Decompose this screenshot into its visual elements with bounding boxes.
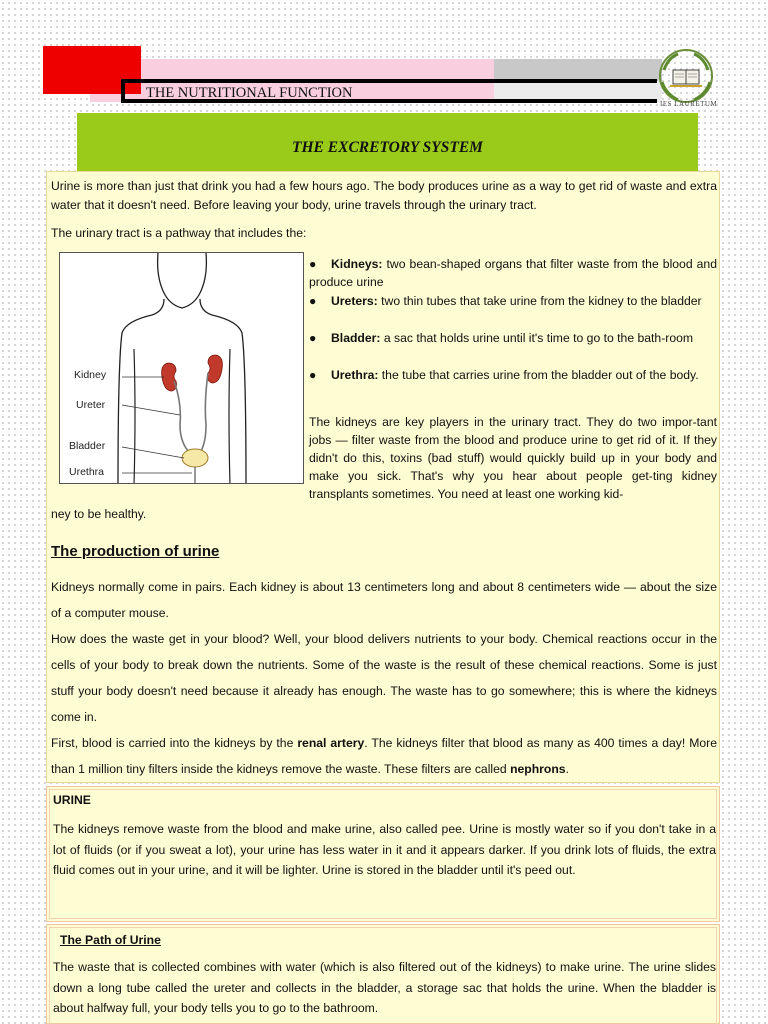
nephrons-term: nephrons <box>510 762 566 776</box>
bullet-dot-icon: ● <box>309 331 317 345</box>
section-title: THE EXCRETORY SYSTEM <box>292 139 483 156</box>
bullet-term: Urethra: <box>331 368 379 382</box>
school-logo-text: IES LAURETUM <box>660 100 718 108</box>
bullet-ureters <box>309 292 717 310</box>
urinary-tract-intro: The urinary tract is a pathway that includes the: <box>51 226 307 240</box>
production-paragraph-2: How does the waste get in your blood? Well, your blood delivers nutrients to your body. Chemical reactions occur in the cells of your body to break down the nutrients. Some of the waste is the result of these chemical reactions. Some is just stuff your body doesn't need because it already has enough. The waste has to go somewhere; this is where the kidneys come in. <box>51 632 717 724</box>
bullet-text: two bean-shaped organs that filter waste from the blood and produce urine <box>309 257 717 289</box>
header-grey-band <box>494 59 662 81</box>
bullet-term: Ureters: <box>331 294 378 308</box>
text-span: First, blood is carried into the kidneys by the <box>51 736 298 750</box>
text-span: . <box>565 762 569 776</box>
figure-label-urethra: Urethra <box>69 466 105 478</box>
key-players-continued: ney to be healthy. <box>51 507 147 521</box>
bullet-text: two thin tubes that take urine from the kidney to the bladder <box>377 294 702 308</box>
bullet-dot-icon: ● <box>309 294 317 308</box>
figure-label-ureter: Ureter <box>76 399 106 411</box>
text-span: . The kidneys filter that blood as many as 400 times a day! More than 1 million tiny filters inside the kidneys remove the waste. These filters are called <box>51 736 717 776</box>
bullet-dot-icon: ● <box>309 368 317 382</box>
urinary-tract-diagram <box>59 252 304 484</box>
renal-artery-term: renal artery <box>297 736 365 750</box>
urine-paragraph: The kidneys remove waste from the blood and make urine, also called pee. Urine is mostly water so if you don't take in a lot of fluids (or if you sweat a lot), your urine has less water in it and it appears darker. If you drink lots of fluids, the extra fluid comes out in your urine, and it will be lighter. Urine is stored in the bladder until it's peed out. <box>53 822 716 877</box>
bullet-dot-icon: ● <box>309 257 317 271</box>
bullet-kidneys <box>309 255 717 291</box>
bullet-text: the tube that carries urine from the bladder out of the body. <box>378 368 699 382</box>
figure-label-bladder: Bladder <box>69 440 106 452</box>
urine-heading: URINE <box>53 793 91 807</box>
bullet-bladder <box>309 329 717 347</box>
key-players-paragraph: The kidneys are key players in the urinary tract. They do two impor-tant jobs — filter waste from the blood and produce urine to get rid of it. If they didn't do this, toxins (bad stuff) would quickly build up in your body and make you sick. That's why you hear about people get-ting kidney transplants sometimes. You need at least one working kid- <box>309 415 717 501</box>
path-paragraph: The waste that is collected combines with water (which is also filtered out of the kidneys) to make urine. The urine slides down a long tube called the ureter and collects in the bladder, a storage sac that holds the urine. When the bladder is about halfway full, your body tells you to go to the bathroom. <box>53 960 716 1015</box>
path-heading: The Path of Urine <box>60 933 161 947</box>
bullet-urethra <box>309 366 717 384</box>
bullet-term: Kidneys: <box>331 257 383 271</box>
intro-paragraph: Urine is more than just that drink you had a few hours ago. The body produces urine as a way to get rid of waste and extra water that it doesn't need. Before leaving your body, urine travels through the urinary tract. <box>51 179 717 212</box>
bullet-term: Bladder: <box>331 331 381 345</box>
production-paragraph-1: Kidneys normally come in pairs. Each kidney is about 13 centimeters long and about 8 centimeters wide — about the size of a computer mouse. <box>51 580 717 620</box>
page-header-title: THE NUTRITIONAL FUNCTION <box>146 85 353 101</box>
bullet-text: a sac that holds urine until it's time to go to the bath-room <box>380 331 694 345</box>
production-heading: The production of urine <box>51 543 220 560</box>
figure-label-kidney: Kidney <box>74 369 107 381</box>
production-paragraph-3 <box>51 730 717 782</box>
